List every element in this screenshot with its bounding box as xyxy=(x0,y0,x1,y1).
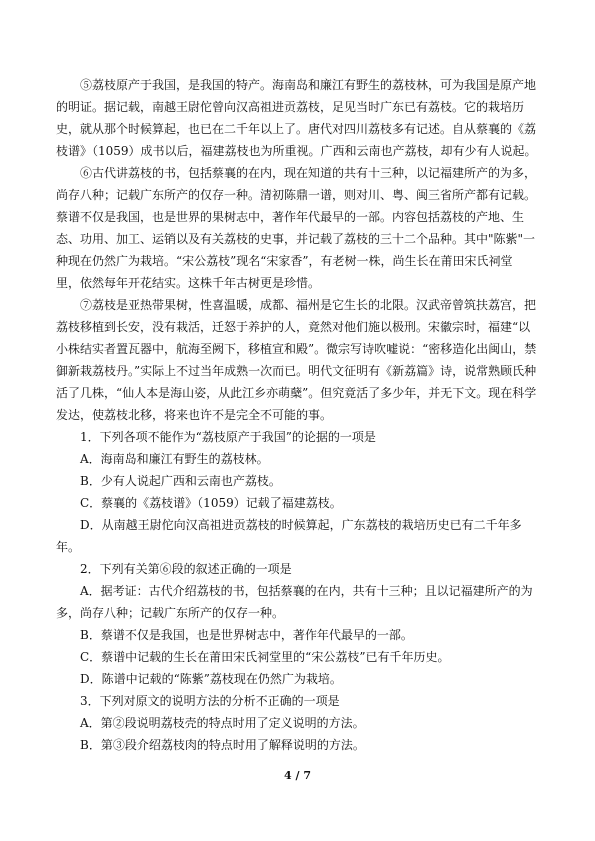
paragraph-line: 蔡谱不仅是我国，也是世界的果树志中，著作年代最早的一部。内容包括荔枝的产地、生 xyxy=(56,210,525,224)
answer-option xyxy=(56,734,541,756)
paragraph-line: ⑦荔枝是亚热带果树，性喜温暖，成都、福州是它生长的北限。汉武帝曾筑扶荔宫，把 xyxy=(80,298,537,312)
paragraph-line: 发达，使荔枝北移，将来也许不是完全不可能的事。 xyxy=(56,408,333,422)
article-paragraph xyxy=(56,162,541,294)
answer-option-text: B．第③段介绍荔枝肉的特点时用了解释说明的方法。 xyxy=(80,738,365,752)
paragraph-line: 活了几株，“仙人本是海山姿，从此江乡亦萌蘖”。但究竟活了多少年，并无下文。现在科学 xyxy=(56,386,537,400)
document-body xyxy=(56,74,541,756)
answer-option xyxy=(56,646,541,668)
page-number: 4 / 7 xyxy=(284,769,311,782)
paragraph-line: 种现在仍然广为栽培。“宋公荔枝”现名“宋家香”，有老树一株，尚生长在莆田宋氏祠堂 xyxy=(56,254,513,268)
paragraph-line: 态、功用、加工、运销以及有关荔枝的史事，并记载了荔枝的三十二个品种。其中"陈紫"一 xyxy=(56,232,536,246)
paragraph-line: ⑤荔枝原产于我国，是我国的特产。海南岛和廉江有野生的荔枝林，可为我国是原产地 xyxy=(80,78,537,92)
answer-option xyxy=(56,470,541,492)
article-paragraph xyxy=(56,294,541,426)
answer-option xyxy=(56,492,541,514)
paragraph-line: 御新栽荔枝丹。”实际上不过当年成熟一次而已。明代文征明有《新荔篇》诗，说常熟顾氏种 xyxy=(56,364,537,378)
paragraph-line: 史，就从那个时候算起，也已在二千年以上了。唐代对四川荔枝多有记述。自从蔡襄的《荔 xyxy=(56,122,537,136)
paragraph-line: 尚存八种；记载广东所产的仅存一种。清初陈鼎一谱，则对川、粤、闽三省所产都有记载。 xyxy=(56,188,537,202)
answer-option-text: B．蔡谱不仅是我国，也是世界树志中，著作年代最早的一部。 xyxy=(80,628,413,642)
answer-option xyxy=(56,514,541,558)
answer-option-text: C．蔡谱中记载的生长在莆田宋氏祠堂里的“宋公荔枝”已有千年历史。 xyxy=(80,650,450,664)
answer-option-text: D．陈谱中记载的“陈紫”荔枝现在仍然广为栽培。 xyxy=(80,672,342,686)
answer-option-text: C．蔡襄的《荔枝谱》（1059）记载了福建荔枝。 xyxy=(80,496,342,510)
answer-option-text: D．从南越王尉佗向汉高祖进贡荔枝的时候算起，广东荔枝的栽培历史已有二千年多 xyxy=(80,518,522,532)
answer-option-continuation: 年。 xyxy=(56,540,81,554)
question-stem: 2．下列有关第⑥段的叙述正确的一项是 xyxy=(80,562,292,576)
paragraph-line: 荔枝移植到长安，没有栽活，迁怒于养护的人，竟然对他们施以极刑。宋徽宗时，福建“以 xyxy=(56,320,531,334)
question-stem: 3．下列对原文的说明方法的分析不正确的一项是 xyxy=(80,694,340,708)
paragraph-line: 枝谱》（1059）成书以后，福建荔枝也为所重视。广西和云南也产荔枝，却有少有人说起。 xyxy=(56,144,537,158)
answer-option-continuation: 多，尚存八种；记载广东所产的仅存一种。 xyxy=(56,606,285,620)
answer-option xyxy=(56,624,541,646)
question-stem: 1．下列各项不能作为“荔枝原产于我国”的论据的一项是 xyxy=(80,430,376,444)
answer-option xyxy=(56,712,541,734)
article-paragraph xyxy=(56,74,541,162)
answer-option xyxy=(56,448,541,470)
paragraph-line: 的明证。据记载，南越王尉佗曾向汉高祖进贡荔枝，足见当时广东已有荔枝。它的栽培历 xyxy=(56,100,525,114)
paragraph-line: 小株结实者置瓦器中，航海至阙下，移植宣和殿”。微宗写诗吹嘘说：“密移造化出闽山，禁 xyxy=(56,342,537,356)
answer-option-text: A．据考证：古代介绍荔枝的书，包括蔡襄的在内，共有十三种；且以记福建所产的为 xyxy=(80,584,533,598)
paragraph-line: 里，依然每年开花结实。这株千年古树更是珍惜。 xyxy=(56,276,321,290)
answer-option-text: A．第②段说明荔枝壳的特点时用了定义说明的方法。 xyxy=(80,716,365,730)
answer-option xyxy=(56,580,541,624)
paragraph-line: ⑥古代讲荔枝的书，包括蔡襄的在内，现在知道的共有十三种，以记福建所产的为多， xyxy=(80,166,537,180)
answer-option-text: A．海南岛和廉江有野生的荔枝林。 xyxy=(80,452,269,466)
answer-option xyxy=(56,668,541,690)
answer-option-text: B．少有人说起广西和云南也产荔枝。 xyxy=(80,474,281,488)
